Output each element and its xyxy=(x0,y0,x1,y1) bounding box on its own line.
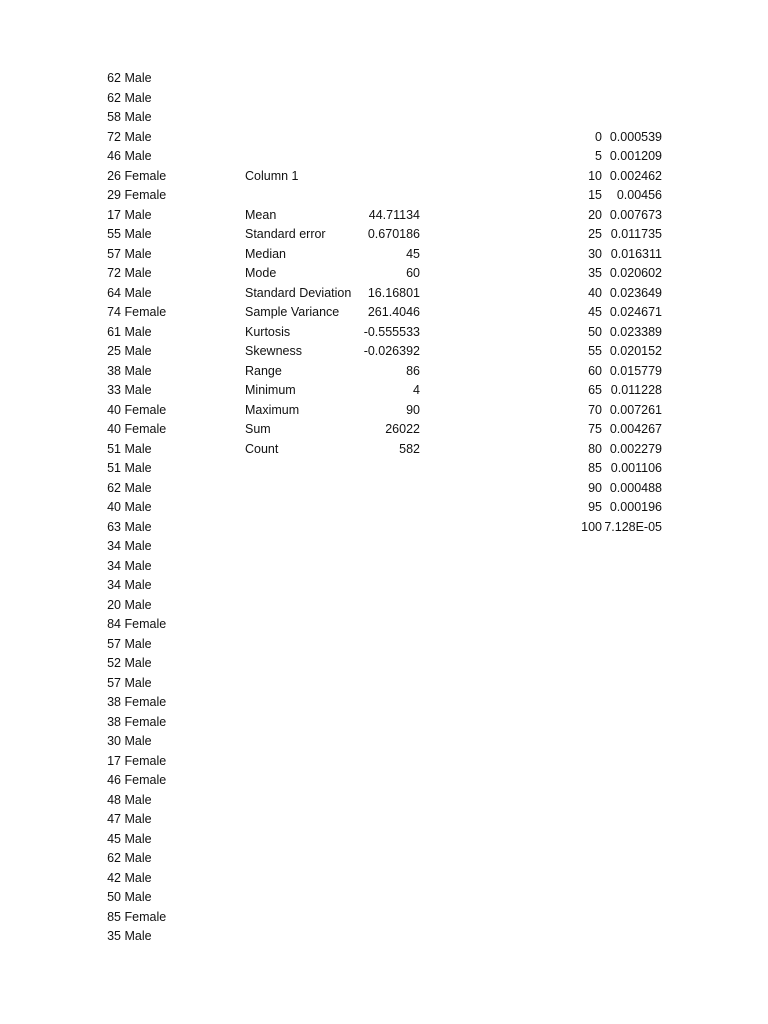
record-gender: Male xyxy=(124,578,152,592)
record-gender: Female xyxy=(124,168,167,183)
record-gender: Female xyxy=(124,695,167,709)
distribution-p: 0.023389 xyxy=(609,324,662,339)
record-age: 62 xyxy=(107,90,121,105)
record-age: 46 xyxy=(107,149,121,163)
distribution-p: 0.011735 xyxy=(610,227,662,241)
distribution-p: 0.020152 xyxy=(609,344,662,358)
record-age: 55 xyxy=(107,227,121,241)
record-age: 72 xyxy=(107,266,121,280)
stats-value: 26022 xyxy=(385,422,420,436)
record-age: 48 xyxy=(107,792,121,807)
record-age: 38 xyxy=(107,714,121,729)
stats-value: -0.026392 xyxy=(363,344,420,358)
stats-label: Kurtosis xyxy=(245,324,291,339)
record-gender: Male xyxy=(124,266,152,280)
stats-value: 261.4046 xyxy=(367,305,420,319)
distribution-x: 75 xyxy=(588,422,602,436)
record-gender: Male xyxy=(124,675,152,690)
stats-label: Count xyxy=(245,441,279,456)
record-gender: Male xyxy=(124,831,152,846)
stats-label: Standard error xyxy=(245,227,326,241)
distribution-p: 0.024671 xyxy=(609,305,662,319)
stats-value: -0.555533 xyxy=(363,324,420,339)
record-age: 72 xyxy=(107,129,121,144)
record-age: 52 xyxy=(107,656,121,670)
record-gender: Male xyxy=(124,636,152,651)
record-gender: Male xyxy=(124,90,152,105)
record-age: 51 xyxy=(107,441,121,456)
stats-value: 90 xyxy=(406,402,420,417)
record-age: 17 xyxy=(107,207,121,222)
record-age: 57 xyxy=(107,675,121,690)
distribution-p: 0.016311 xyxy=(610,246,662,261)
record-gender: Female xyxy=(124,753,167,768)
distribution-x: 10 xyxy=(588,168,602,183)
record-age: 63 xyxy=(107,519,121,534)
distribution-p: 0.020602 xyxy=(609,266,662,280)
distribution-x: 95 xyxy=(588,500,602,514)
record-age: 42 xyxy=(107,870,121,885)
record-gender: Male xyxy=(124,344,152,358)
stats-value: 45 xyxy=(406,246,420,261)
distribution-x: 60 xyxy=(588,363,602,378)
record-age: 74 xyxy=(107,305,121,319)
record-gender: Female xyxy=(124,188,167,202)
record-gender: Male xyxy=(124,129,152,144)
stats-label: Sample Variance xyxy=(245,305,340,319)
distribution-x: 50 xyxy=(588,324,602,339)
stats-value: 16.16801 xyxy=(367,285,420,300)
record-gender: Male xyxy=(124,149,152,163)
record-age: 57 xyxy=(107,636,121,651)
record-age: 51 xyxy=(107,461,121,475)
stats-label: Range xyxy=(245,363,282,378)
record-gender: Female xyxy=(124,617,167,631)
record-age: 62 xyxy=(107,71,121,85)
distribution-p: 0.002279 xyxy=(609,441,662,456)
record-gender: Female xyxy=(124,422,167,436)
stats-label: Sum xyxy=(245,422,271,436)
record-gender: Male xyxy=(124,227,152,241)
record-gender: Male xyxy=(124,870,152,885)
record-gender: Male xyxy=(124,480,152,495)
distribution-p: 0.000196 xyxy=(609,500,662,514)
stats-label: Mode xyxy=(245,266,277,280)
distribution-x: 85 xyxy=(588,461,602,475)
stats-value: 60 xyxy=(406,266,420,280)
record-gender: Male xyxy=(124,285,152,300)
record-age: 62 xyxy=(107,851,121,865)
distribution-x: 0 xyxy=(595,129,602,144)
record-age: 38 xyxy=(107,363,121,378)
record-gender: Male xyxy=(124,851,152,865)
record-gender: Male xyxy=(124,539,152,553)
record-gender: Male xyxy=(124,656,152,670)
record-gender: Male xyxy=(124,558,152,573)
record-age: 40 xyxy=(107,422,121,436)
record-age: 58 xyxy=(107,110,121,124)
distribution-x: 35 xyxy=(588,266,602,280)
record-gender: Female xyxy=(124,773,167,787)
record-age: 40 xyxy=(107,500,121,514)
record-gender: Male xyxy=(124,110,152,124)
record-age: 34 xyxy=(107,558,121,573)
record-gender: Male xyxy=(124,441,152,456)
record-age: 26 xyxy=(107,168,121,183)
record-gender: Male xyxy=(124,461,152,475)
distribution-p: 0.000488 xyxy=(609,480,662,495)
record-age: 85 xyxy=(107,909,121,924)
stats-label: Mean xyxy=(245,207,277,222)
distribution-x: 20 xyxy=(588,207,602,222)
distribution-p: 0.000539 xyxy=(609,129,662,144)
record-age: 84 xyxy=(107,617,121,631)
distribution-p: 0.011228 xyxy=(610,383,662,397)
record-gender: Male xyxy=(124,734,152,748)
record-age: 29 xyxy=(107,188,121,202)
record-gender: Male xyxy=(124,324,152,339)
record-age: 40 xyxy=(107,402,121,417)
distribution-p: 0.004267 xyxy=(609,422,662,436)
record-gender: Male xyxy=(124,363,152,378)
stats-value: 86 xyxy=(406,363,420,378)
distribution-p: 0.015779 xyxy=(609,363,662,378)
stats-label: Maximum xyxy=(245,402,300,417)
distribution-x: 65 xyxy=(588,383,602,397)
record-age: 20 xyxy=(107,597,121,612)
record-age: 61 xyxy=(107,324,121,339)
record-gender: Male xyxy=(124,71,152,85)
stats-label: Minimum xyxy=(245,383,296,397)
distribution-x: 80 xyxy=(588,441,602,456)
record-gender: Female xyxy=(124,714,167,729)
stats-value: 0.670186 xyxy=(367,227,420,241)
stats-header: Column 1 xyxy=(245,168,299,183)
record-gender: Male xyxy=(124,812,152,826)
record-gender: Female xyxy=(124,402,167,417)
distribution-x: 40 xyxy=(588,285,602,300)
record-age: 64 xyxy=(107,285,121,300)
distribution-p: 0.001209 xyxy=(609,149,662,163)
record-gender: Male xyxy=(124,519,152,534)
record-age: 25 xyxy=(107,344,121,358)
record-age: 62 xyxy=(107,480,121,495)
distribution-x: 70 xyxy=(588,402,602,417)
distribution-p: 0.002462 xyxy=(609,168,662,183)
stats-label: Skewness xyxy=(245,344,302,358)
stats-label: Median xyxy=(245,246,286,261)
record-gender: Male xyxy=(124,597,152,612)
record-gender: Male xyxy=(124,929,152,943)
distribution-x: 90 xyxy=(588,480,602,495)
record-gender: Male xyxy=(124,500,152,514)
distribution-p: 0.023649 xyxy=(609,285,662,300)
record-age: 35 xyxy=(107,929,121,943)
record-age: 17 xyxy=(107,753,121,768)
stats-label: Standard Deviation xyxy=(245,285,352,300)
record-gender: Male xyxy=(124,890,152,904)
record-age: 30 xyxy=(107,734,121,748)
record-gender: Male xyxy=(124,383,152,397)
distribution-p: 0.001106 xyxy=(610,461,662,475)
record-gender: Female xyxy=(124,305,167,319)
distribution-x: 100 xyxy=(581,519,602,534)
distribution-x: 25 xyxy=(588,227,602,241)
distribution-x: 45 xyxy=(588,305,602,319)
record-age: 34 xyxy=(107,578,121,592)
distribution-x: 30 xyxy=(588,246,602,261)
record-gender: Male xyxy=(124,207,152,222)
record-age: 34 xyxy=(107,539,121,553)
record-age: 38 xyxy=(107,695,121,709)
distribution-x: 55 xyxy=(588,344,602,358)
distribution-p: 0.007261 xyxy=(609,402,662,417)
record-age: 47 xyxy=(107,812,121,826)
distribution-x: 5 xyxy=(595,149,602,163)
record-gender: Male xyxy=(124,792,152,807)
record-age: 46 xyxy=(107,773,121,787)
distribution-p: 7.128E-05 xyxy=(604,519,662,534)
stats-value: 44.71134 xyxy=(368,207,420,222)
record-gender: Male xyxy=(124,246,152,261)
stats-value: 4 xyxy=(413,383,420,397)
stats-value: 582 xyxy=(399,441,420,456)
record-gender: Female xyxy=(124,909,167,924)
record-age: 33 xyxy=(107,383,121,397)
record-age: 50 xyxy=(107,890,121,904)
distribution-p: 0.007673 xyxy=(609,207,662,222)
distribution-p: 0.00456 xyxy=(616,188,662,202)
record-age: 45 xyxy=(107,831,121,846)
distribution-x: 15 xyxy=(588,188,602,202)
record-age: 57 xyxy=(107,246,121,261)
